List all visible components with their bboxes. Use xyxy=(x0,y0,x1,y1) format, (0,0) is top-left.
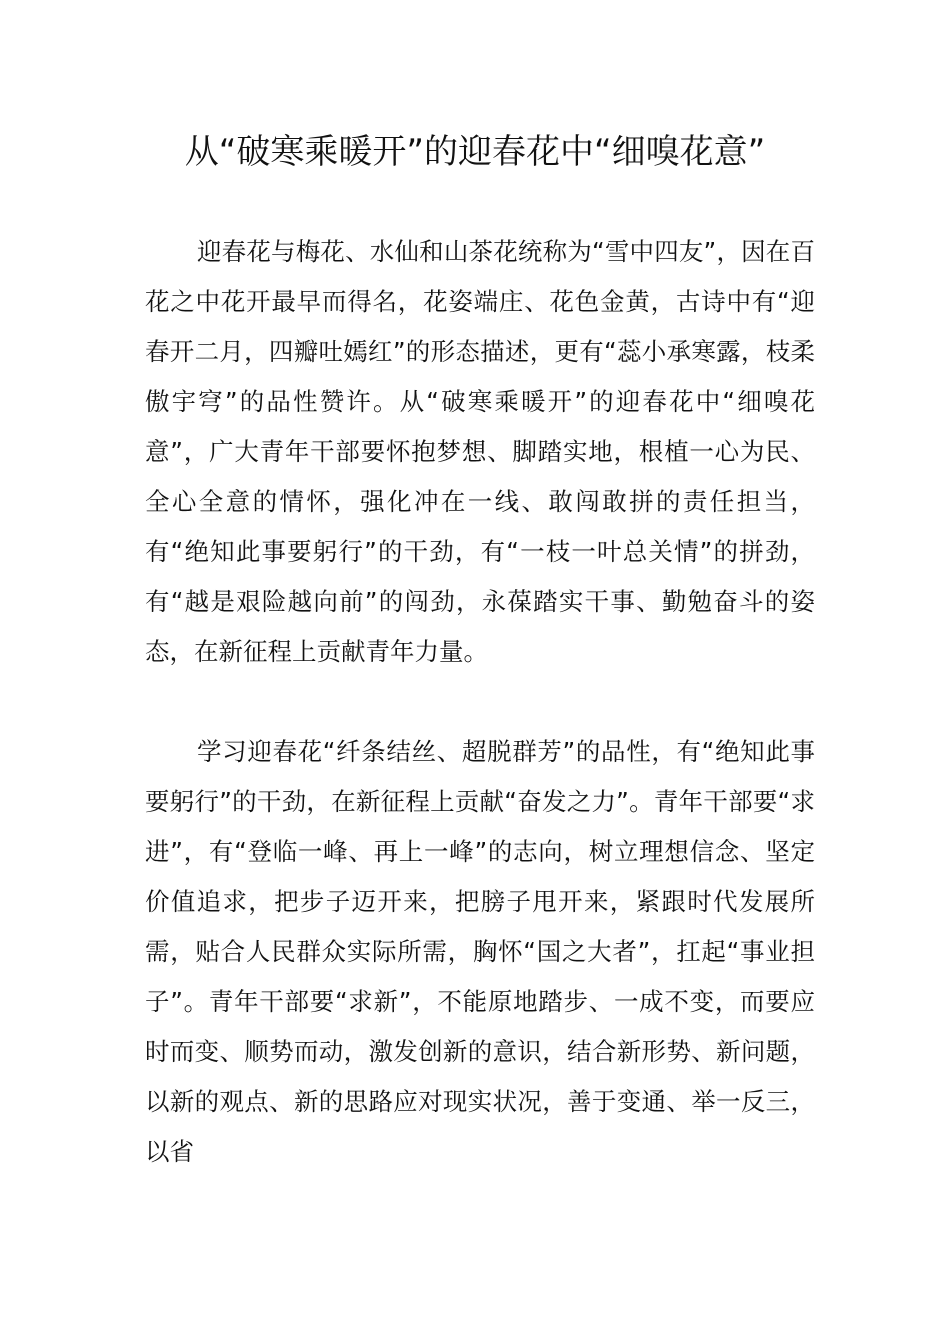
document-title: 从“破寒乘暖开”的迎春花中“细嗅花意” xyxy=(184,132,766,172)
paragraph-spacer xyxy=(145,677,815,727)
document-body xyxy=(145,227,815,1177)
paragraph-1: 迎春花与梅花、水仙和山茶花统称为“雪中四友”，因在百花之中花开最早而得名，花姿端庄、花色金黄，古诗中有“迎春开二月，四瓣吐嫣红”的形态描述，更有“蕊小承寒露，枝柔傲宇穹”的品性赞许。从“破寒乘暖开”的迎春花中“细嗅花意”，广大青年干部要怀抱梦想、脚踏实地，根植一心为民、全心全意的情怀，强化冲在一线、敢闯敢拼的责任担当，有“绝知此事要躬行”的干劲，有“一枝一叶总关情”的拼劲，有“越是艰险越向前”的闯劲，永葆踏实干事、勤勉奋斗的姿态，在新征程上贡献青年力量。 xyxy=(145,237,815,666)
paragraph-2: 学习迎春花“纤条结丝、超脱群芳”的品性，有“绝知此事要躬行”的干劲，在新征程上贡献“奋发之力”。青年干部要“求进”，有“登临一峰、再上一峰”的志向，树立理想信念、坚定价值追求，把步子迈开来，把膀子甩开来，紧跟时代发展所需，贴合人民群众实际所需，胸怀“国之大者”，扛起“事业担子”。青年干部要“求新”，不能原地踏步、一成不变，而要应时而变、顺势而动，激发创新的意识，结合新形势、新问题，以新的观点、新的思路应对现实状况，善于变通、举一反三，以省 xyxy=(145,737,815,1166)
